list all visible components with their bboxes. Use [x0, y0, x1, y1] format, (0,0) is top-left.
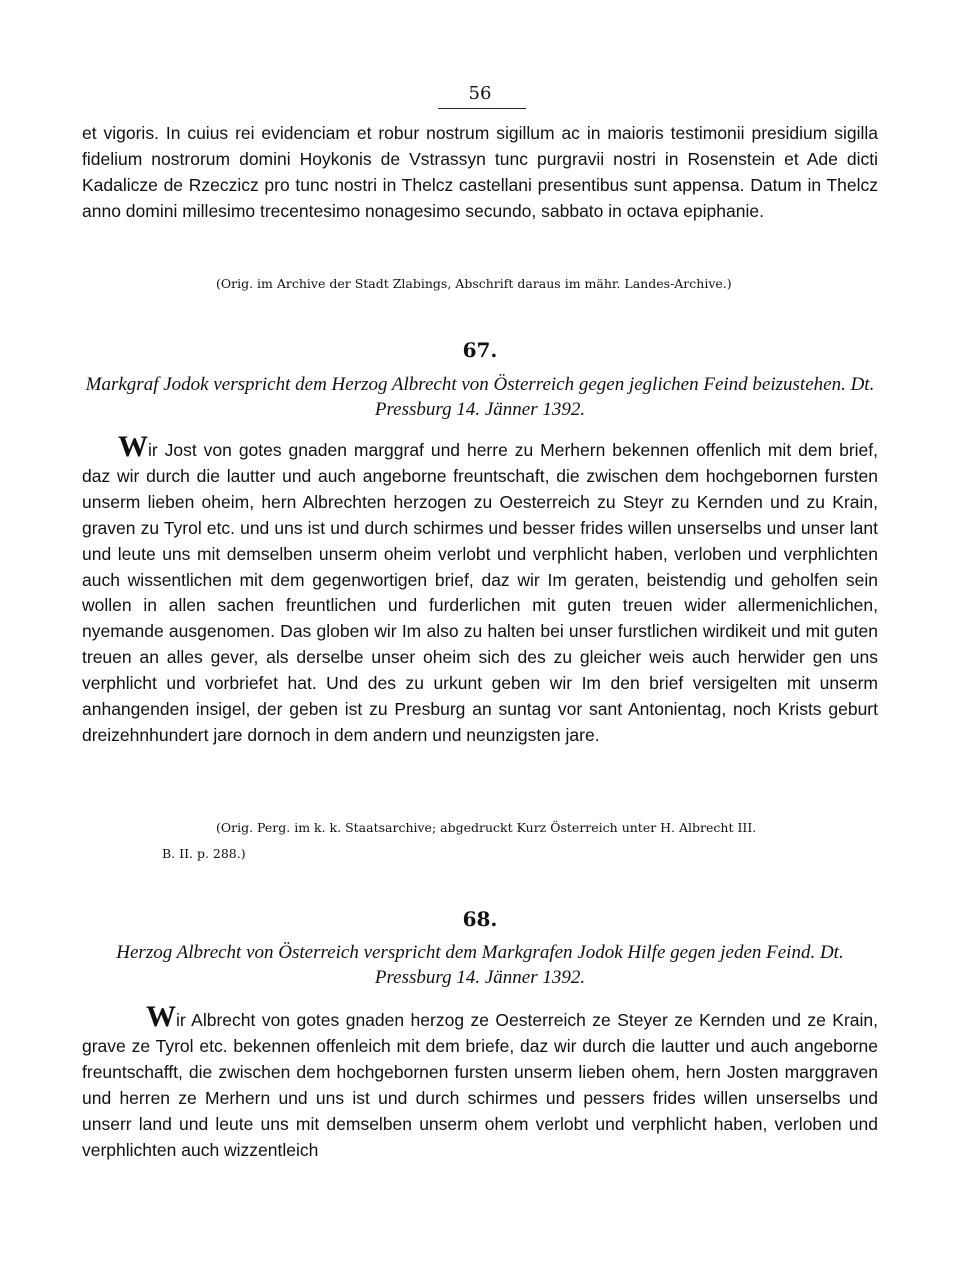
page-number: 56 [468, 83, 492, 104]
document-67-source-note: (Orig. Perg. im k. k. Staatsarchive; abgedruckt Kurz Österreich unter H. Albrecht III. [216, 820, 757, 835]
document-67-text [82, 430, 878, 749]
document-68-summary: Herzog Albrecht von Österreich verspricht dem Markgrafen Jodok Hilfe gegen jeden Feind. Dt. Pressburg 14. Jänner 1392. [116, 942, 844, 988]
document-68-number: 68. [462, 907, 498, 931]
document-67-summary: Markgraf Jodok verspricht dem Herzog Albrecht von Österreich gegen jeglichen Feind beizustehen. Dt. Pressburg 14. Jänner 1392. [85, 374, 875, 420]
document-67-initial: W [118, 430, 148, 463]
document-68-text [82, 1000, 878, 1163]
page-number-rule [438, 108, 526, 109]
document-67-source-note-cont: B. II. p. 288.) [162, 846, 246, 861]
document-67-number: 67. [462, 338, 498, 362]
document-68-initial: W [146, 1000, 176, 1033]
continuation-text: et vigoris. In cuius rei evidenciam et robur nostrum sigillum ac in maioris testimonii presidium sigilla fidelium nostrorum domini Hoykonis de Vstrassyn tunc purgravii nostri in Rosenstein et Ade dicti Kadalicze de Rzeczicz pro tunc nostri in Thelcz castellani presentibus sunt appensa. Datum in Thelcz anno domini millesimo trecentesimo nonagesimo secundo, sabbato in octava epiphanie. [82, 123, 878, 221]
document-67-body: ir Jost von gotes gnaden marggraf und herre zu Merhern bekennen offenlich mit dem brief, daz wir durch die lautter und auch angeborne freuntschaft, die zwischen dem hochgebornen fursten unserm lieben oheim, hern Albrechten herzogen zu Oesterreich zu Steyr zu Kernden und zu Krain, graven zu Tyrol etc. und uns ist und durch schirmes und besser frides willen unserselbs und unser lant und leute uns mit demselben unserm oheim verlobt und verphlicht haben, verloben und verphlichten auch wissentlichen mit dem gegenwortigen brief, daz wir Im geraten, beistendig und geholfen sein wollen in allen sachen freuntlichen und furderlichen mit guten treuen wider allermenichlichen, nyemande ausgenomen. Das globen wir Im also zu halten bei unser furstlichen wirdikeit und mit guten treuen an alles gever, als derselbe unser oheim sich des zu gleicher weis auch herwider gen uns verphlicht und vorbriefet hat. Und des zu urkunt geben wir Im den brief versigelten mit unserm anhangenden insigel, der geben ist zu Presburg an suntag vor sant Antonientag, noch Krists geburt dreizehnhundert jare dornoch in dem andern und neunzigsten jare. [82, 440, 878, 745]
document-68-body: ir Albrecht von gotes gnaden herzog ze Oesterreich ze Steyer ze Kernden und ze Krain, grave ze Tyrol etc. bekennen offenleich mit dem briefe, daz wir durch die lautter und auch angeborne freuntschafft, die zwischen dem hochgebornen fursten unserm lieben ohem, hern Josten marggraven und herren ze Merhern und uns ist und durch schirmes und pessers frides willen unserselbs und unserr land und leute uns mit demselben unserm ohem verlobt und verphlicht haben, verloben und verphlichten auch wizzentleich [82, 1010, 878, 1160]
continuation-source-note: (Orig. im Archive der Stadt Zlabings, Abschrift daraus im mähr. Landes-Archive.) [216, 276, 732, 291]
